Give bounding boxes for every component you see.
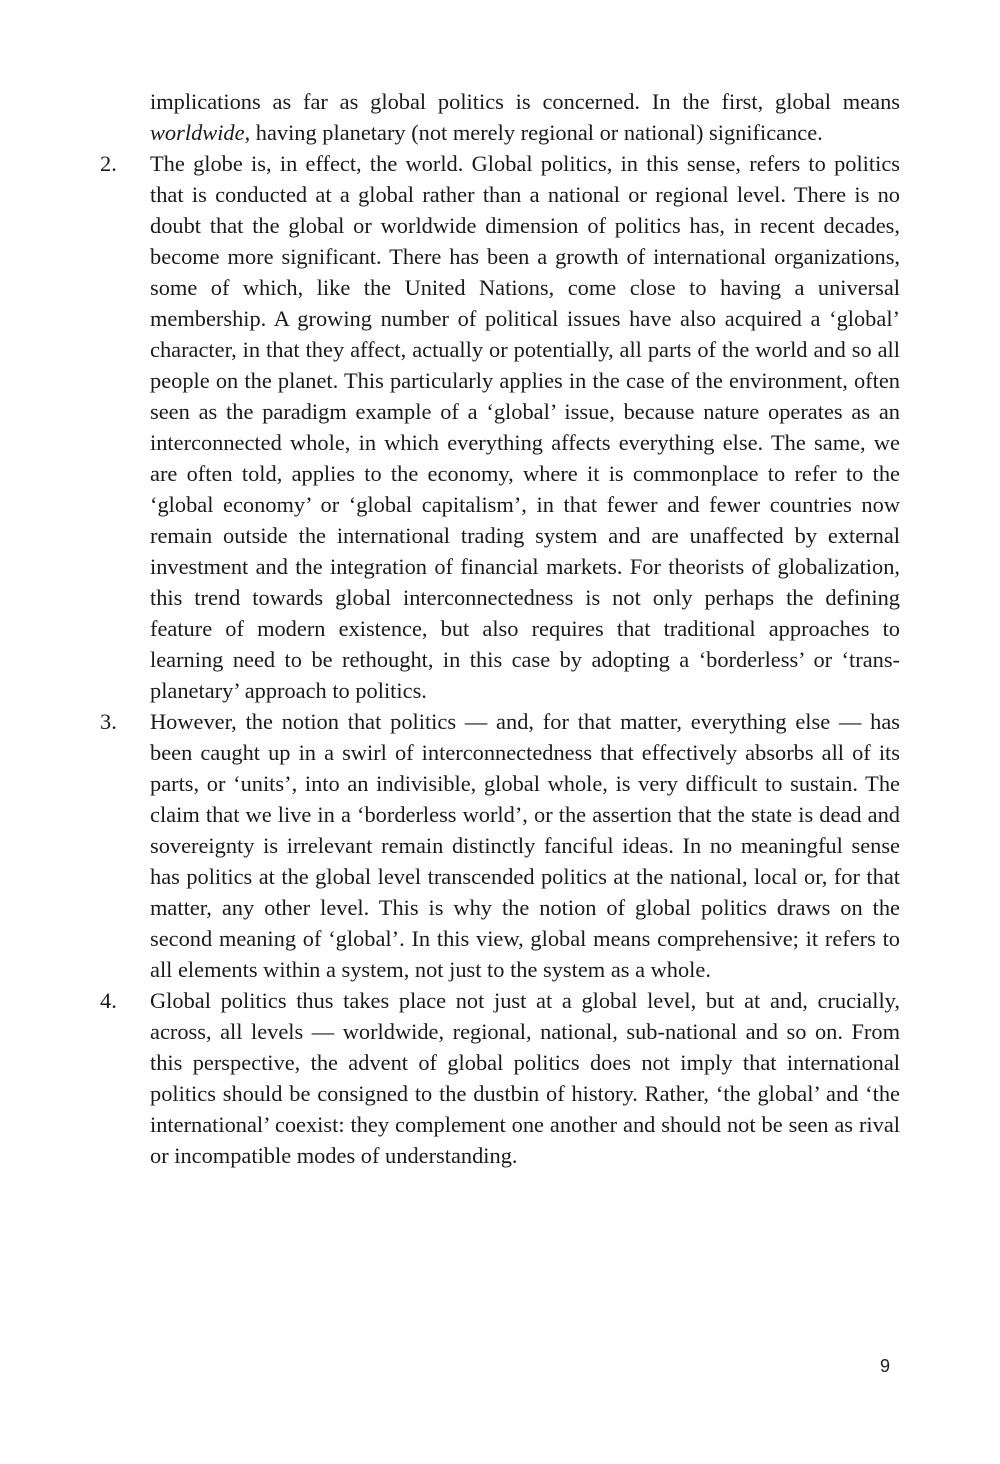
lead-text-end: , having planetary (not merely regional or national) significance. bbox=[244, 120, 823, 145]
body-text bbox=[100, 86, 900, 1171]
lead-text-start: implications as far as global politics is concerned. In the first, global means bbox=[150, 89, 900, 114]
list-item-3 bbox=[100, 706, 900, 985]
list-item-number: 2. bbox=[100, 151, 117, 176]
page-number: 9 bbox=[880, 1356, 891, 1376]
list-item-number: 4. bbox=[100, 988, 117, 1013]
list-item-4 bbox=[100, 985, 900, 1171]
lead-italic-term: worldwide bbox=[150, 120, 245, 145]
list-item-text: However, the notion that politics — and, for that matter, everything else — has been caught up in a swirl of interconnectedness that effectively absorbs all of its parts, or ‘units’, into an indivisible, global whole, is very difficult to sustain. The claim that we live in a ‘borderless world’, or the assertion that the state is dead and sovereignty is irrelevant remain distinctly fanciful ideas. In no meaningful sense has politics at the global level transcended politics at the national, local or, for that matter, any other level. This is why the notion of global politics draws on the second meaning of ‘global’. In this view, global means comprehensive; it refers to all elements within a system, not just to the system as a whole. bbox=[150, 709, 900, 982]
list-item-text: Global politics thus takes place not just at a global level, but at and, crucially, across, all levels — worldwide, regional, national, sub-national and so on. From this perspective, the advent of global politics does not imply that international politics should be consigned to the dustbin of history. Rather, ‘the global’ and ‘the international’ coexist: they complement one another and should not be seen as rival or incompatible modes of understanding. bbox=[150, 988, 900, 1168]
lead-paragraph bbox=[100, 86, 900, 148]
list-item-2 bbox=[100, 148, 900, 706]
list-item-text: The globe is, in effect, the world. Global politics, in this sense, refers to politics that is conducted at a global rather than a national or regional level. There is no doubt that the global or worldwide dimension of politics has, in recent decades, become more significant. There has been a growth of international organizations, some of which, like the United Nations, come close to having a universal membership. A growing number of political issues have also acquired a ‘global’ character, in that they affect, actually or potentially, all parts of the world and so all people on the planet. This particularly applies in the case of the environment, often seen as the paradigm example of a ‘global’ issue, because nature operates as an interconnected whole, in which everything affects everything else. The same, we are often told, applies to the economy, where it is commonplace to refer to the ‘global economy’ or ‘global capitalism’, in that fewer and fewer countries now remain outside the international trading system and are unaffected by external investment and the integration of financial markets. For theorists of globalization, this trend towards global interconnectedness is not only perhaps the defining feature of modern existence, but also requires that traditional approaches to learning need to be rethought, in this case by adopting a ‘borderless’ or ‘trans-planetary’ approach to politics. bbox=[150, 151, 900, 703]
list-item-number: 3. bbox=[100, 709, 117, 734]
